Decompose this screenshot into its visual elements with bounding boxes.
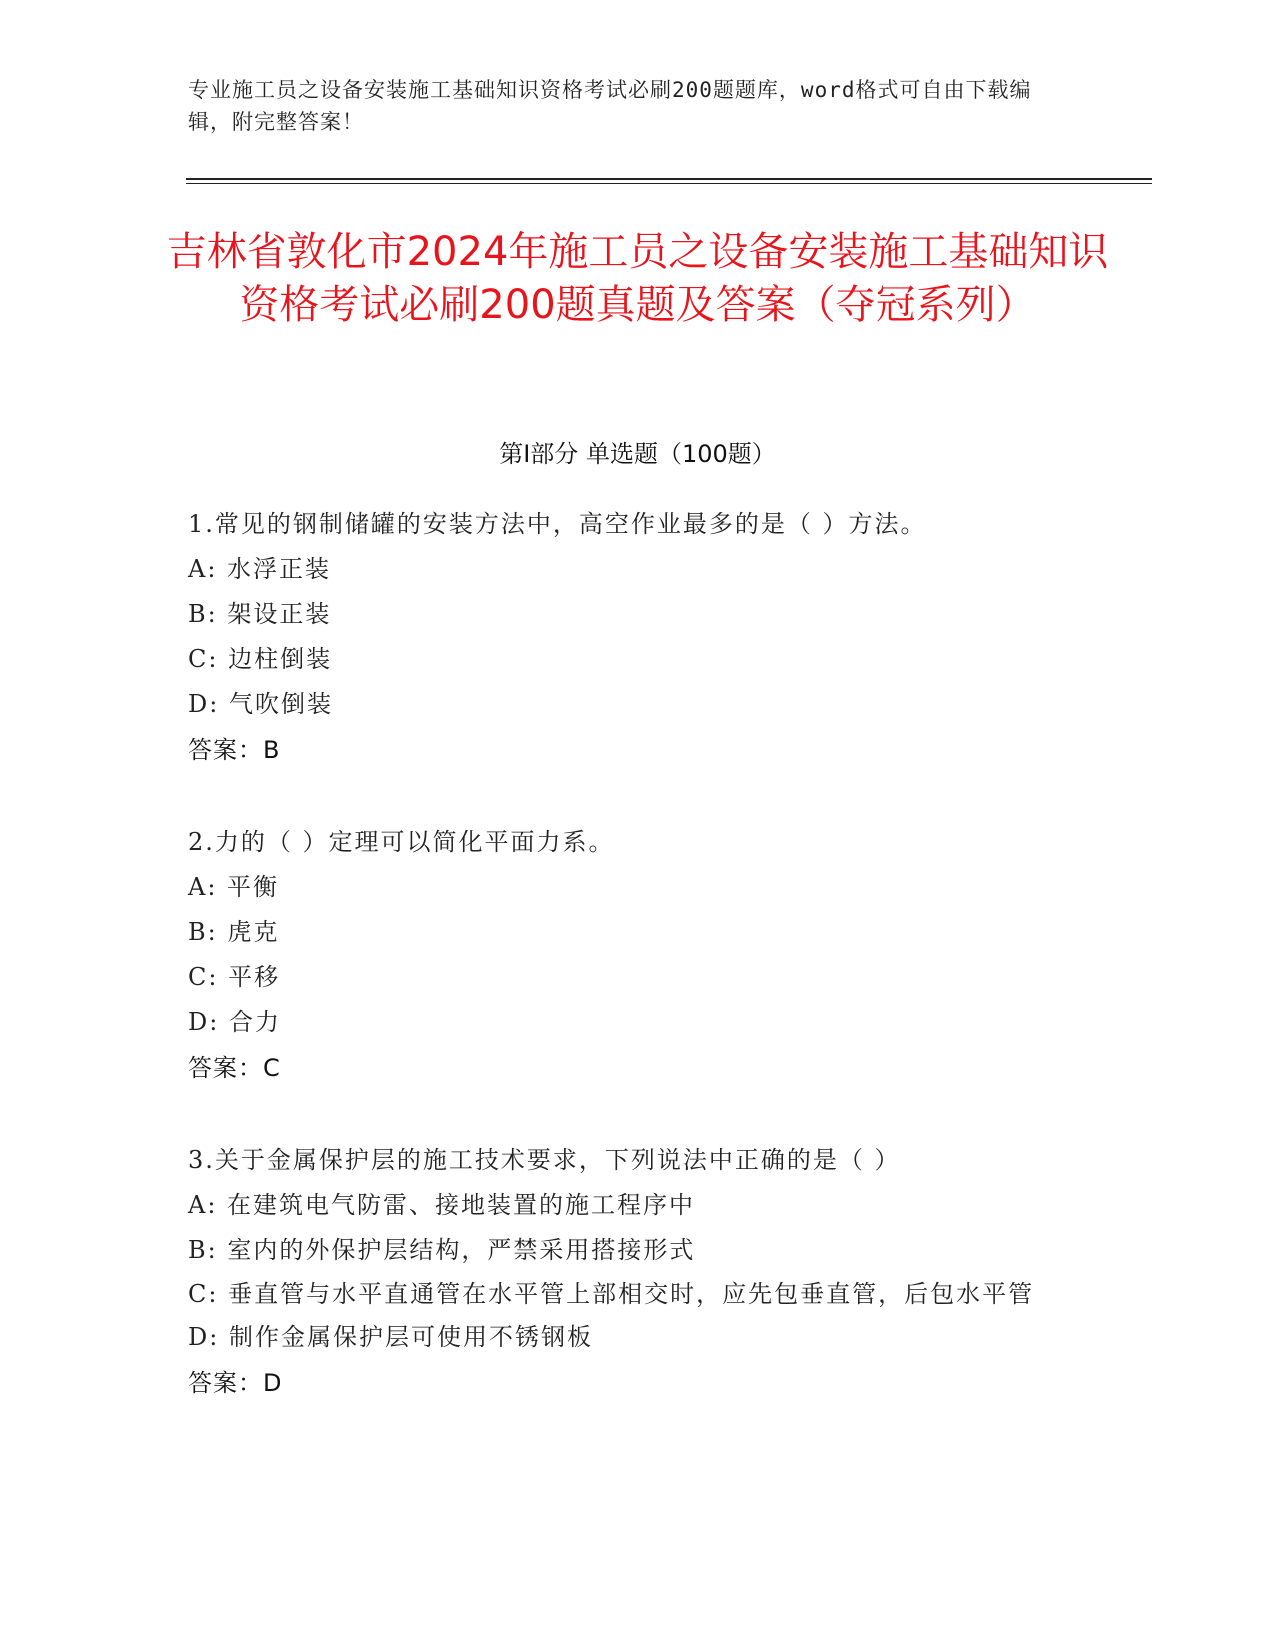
answer: 答案：B — [188, 736, 281, 764]
option-d: D: 气吹倒装 — [188, 690, 333, 718]
header-note: 专业施工员之设备安装施工基础知识资格考试必刷200题题库，word格式可自由下载编辑，附完整答案！ — [188, 78, 1032, 134]
option-a: A: 在建筑电气防雷、接地装置的施工程序中 — [188, 1191, 696, 1219]
document-title: 吉林省敦化市2024年施工员之设备安装施工基础知识资格考试必刷200题真题及答案（夺冠系列） — [166, 229, 1109, 328]
option-a: A: 平衡 — [188, 873, 280, 901]
option-c: C: 垂直管与水平直通管在水平管上部相交时，应先包垂直管，后包水平管 — [188, 1280, 1035, 1308]
option-d: D: 制作金属保护层可使用不锈钢板 — [188, 1323, 593, 1351]
answer: 答案：D — [188, 1369, 283, 1397]
question-stem: 1.常见的钢制储罐的安装方法中，高空作业最多的是（ ）方法。 — [188, 510, 927, 538]
option-b: B: 架设正装 — [188, 600, 332, 628]
header-divider — [186, 178, 1152, 180]
section-heading: 第Ⅰ部分 单选题（100题） — [499, 440, 776, 468]
question-1 — [188, 502, 1088, 773]
answer: 答案：C — [188, 1054, 281, 1082]
question-stem: 2.力的（ ）定理可以简化平面力系。 — [188, 828, 615, 856]
option-d: D: 合力 — [188, 1008, 281, 1036]
option-c: C: 平移 — [188, 963, 281, 991]
option-c: C: 边柱倒装 — [188, 645, 333, 673]
question-2 — [188, 820, 1088, 1091]
question-stem: 3.关于金属保护层的施工技术要求，下列说法中正确的是（ ） — [188, 1146, 901, 1174]
option-a: A: 水浮正装 — [188, 555, 332, 583]
question-3 — [188, 1138, 1088, 1406]
header-divider-thin — [186, 183, 1152, 184]
option-b: B: 室内的外保护层结构，严禁采用搭接形式 — [188, 1236, 696, 1264]
option-b: B: 虎克 — [188, 918, 280, 946]
